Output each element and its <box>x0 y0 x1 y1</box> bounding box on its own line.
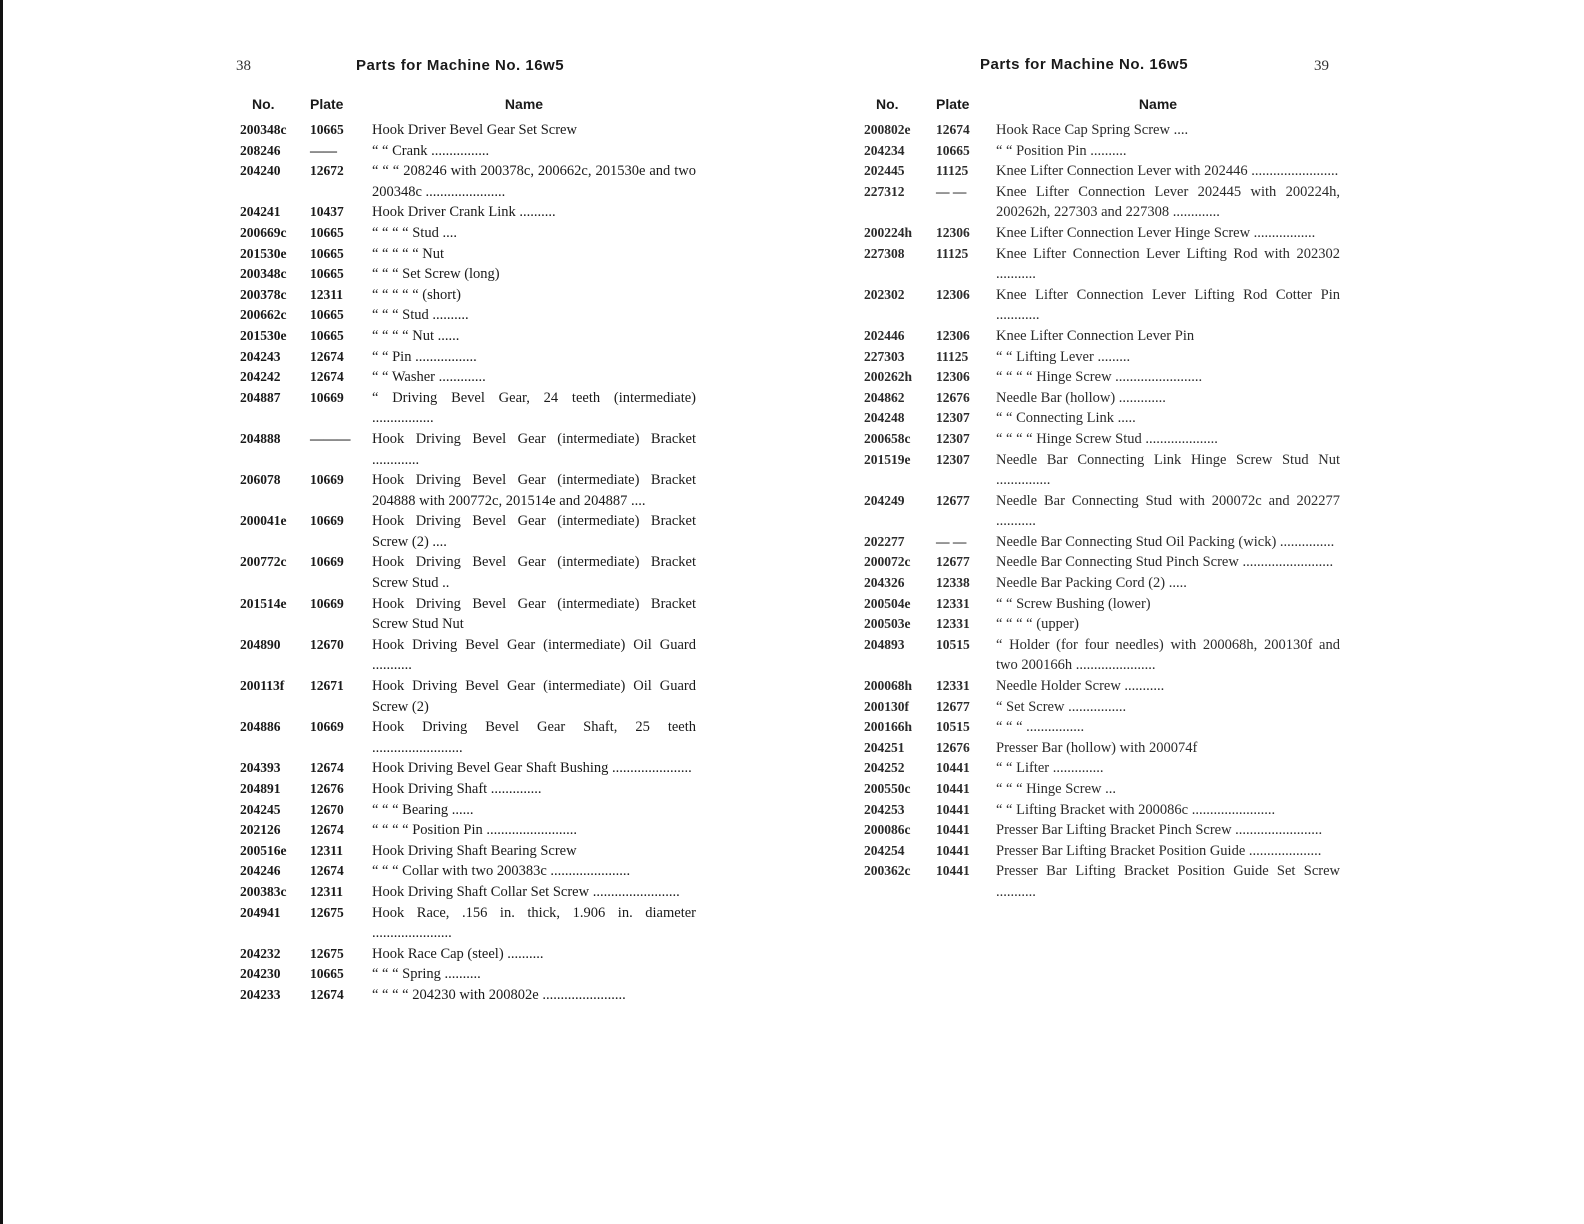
part-name: Presser Bar (hollow) with 200074f <box>996 739 1198 756</box>
header-name: Name <box>1138 96 1178 112</box>
table-row <box>236 202 696 223</box>
part-number: 204248 <box>864 410 905 426</box>
part-number: 227308 <box>864 245 905 261</box>
table-row <box>860 347 1340 368</box>
part-name: Hook Driver Crank Link .......... <box>372 204 556 221</box>
part-name: “ “ “ Collar with two 200383c ...................... <box>372 863 631 880</box>
plate-number: 12674 <box>310 986 344 1002</box>
part-number: 200503e <box>864 616 911 632</box>
part-name: “ “ “ Hinge Screw ... <box>996 781 1116 797</box>
part-name: “ “ “ “ “ (short) <box>372 286 461 303</box>
part-number: 200662c <box>240 307 287 323</box>
plate-number: 10441 <box>936 842 970 858</box>
plate-number: 11125 <box>936 348 969 364</box>
plate-number: 10669 <box>310 595 344 611</box>
part-name: Hook Race Cap (steel) .......... <box>372 945 544 962</box>
table-row <box>860 367 1340 388</box>
part-name: “ “ Pin ................. <box>372 348 477 365</box>
plate-number: 12307 <box>936 451 970 467</box>
part-name: “ “ “ “ Hinge Screw Stud .................... <box>996 430 1218 447</box>
part-number: 204245 <box>240 801 281 817</box>
part-name: Needle Bar Connecting Stud Oil Packing (wick) ............... <box>996 533 1335 550</box>
table-row <box>860 450 1340 491</box>
plate-number: 12311 <box>310 286 344 302</box>
part-name: Hook Race Cap Spring Screw .... <box>996 122 1189 138</box>
part-number: 204249 <box>864 492 905 508</box>
part-number: 200068h <box>864 678 913 694</box>
plate-number: 12676 <box>936 739 970 755</box>
plate-number: —— <box>310 142 337 158</box>
part-number: 202446 <box>864 327 905 343</box>
table-row <box>860 594 1340 615</box>
table-row <box>860 614 1340 635</box>
plate-number: 10665 <box>310 327 344 343</box>
part-number: 204326 <box>864 575 905 591</box>
part-name: “ “ “ Bearing ...... <box>372 801 474 818</box>
plate-number: 12307 <box>936 410 970 426</box>
plate-number: 10515 <box>936 636 970 652</box>
table-row <box>236 244 696 265</box>
part-number: 200348c <box>240 122 287 137</box>
part-name: “ “ Washer ............. <box>372 369 486 386</box>
plate-number: 10441 <box>936 781 970 796</box>
table-row <box>236 388 696 429</box>
table-row <box>860 388 1340 409</box>
part-number: 201514e <box>240 595 287 611</box>
table-row <box>236 594 696 635</box>
part-name: Hook Driving Bevel Gear Shaft Bushing ...................... <box>372 760 692 777</box>
part-name: “ “ Crank ................ <box>372 142 490 159</box>
part-number: 200262h <box>864 369 913 385</box>
table-row <box>236 264 696 285</box>
table-row <box>236 223 696 244</box>
table-row <box>860 800 1340 821</box>
left-parts-list <box>236 120 696 1006</box>
part-name: “ “ “ “ Hinge Screw ........................ <box>996 369 1203 386</box>
part-name: “ “ Lifting Lever ......... <box>996 348 1131 365</box>
left-page-number: 38 <box>236 58 251 74</box>
plate-number: 12670 <box>310 801 344 817</box>
part-name: “ Holder (for four needles) with 200068h, 200130f and two 200166h ...................... <box>996 636 1340 674</box>
table-row <box>860 532 1340 553</box>
part-name: Knee Lifter Connection Lever 202445 with 200224h, 200262h, 227303 and 227308 ............. <box>996 183 1340 221</box>
part-name: Needle Bar (hollow) ............. <box>996 389 1166 406</box>
part-number: 200516e <box>240 842 287 858</box>
part-name: “ “ Lifter .............. <box>996 760 1104 777</box>
plate-number: 10665 <box>310 245 344 261</box>
right-page-header <box>860 0 1340 100</box>
plate-number: 10665 <box>310 122 344 137</box>
part-name: “ “ “ “ “ Nut <box>372 245 445 262</box>
right-parts-list <box>860 120 1340 903</box>
table-row <box>236 717 696 758</box>
table-row <box>860 820 1340 841</box>
right-page-title: Parts for Machine No. 16w5 <box>980 56 1189 73</box>
part-number: 227312 <box>864 183 905 199</box>
part-name: Needle Bar Packing Cord (2) ..... <box>996 575 1187 592</box>
plate-number: 12676 <box>310 781 344 796</box>
part-number: 200658c <box>864 430 911 446</box>
plate-number: 10669 <box>310 389 344 405</box>
part-number: 204887 <box>240 389 281 405</box>
page-edge-line <box>0 0 3 1224</box>
table-row <box>860 161 1340 182</box>
plate-number: 11125 <box>936 163 969 179</box>
part-name: Hook Driver Bevel Gear Set Screw <box>372 122 577 138</box>
header-no: No. <box>876 96 899 112</box>
plate-number: — — <box>936 533 967 549</box>
part-name: Needle Bar Connecting Stud with 200072c and 202277 ........... <box>996 492 1340 530</box>
part-number: 200130f <box>864 698 909 714</box>
part-name: Presser Bar Lifting Bracket Pinch Screw ........................ <box>996 822 1323 839</box>
part-name: Knee Lifter Connection Lever Lifting Rod Cotter Pin ............ <box>996 286 1340 324</box>
part-number: 200362c <box>864 863 911 879</box>
table-row <box>860 738 1340 759</box>
part-number: 204393 <box>240 760 281 776</box>
table-row <box>236 944 696 965</box>
table-row <box>236 635 696 676</box>
plate-number: 10665 <box>310 307 344 323</box>
part-name: Hook Driving Bevel Gear Shaft, 25 teeth ......................... <box>372 719 696 756</box>
table-row <box>236 470 696 511</box>
table-row <box>236 820 696 841</box>
plate-number: 12674 <box>310 760 344 776</box>
part-number: 204941 <box>240 904 281 920</box>
part-number: 204240 <box>240 163 281 179</box>
part-number: 202277 <box>864 533 905 549</box>
part-number: 204243 <box>240 348 281 364</box>
part-name: “ “ “ ................ <box>996 719 1085 736</box>
part-name: Presser Bar Lifting Bracket Position Guide Set Screw ........... <box>996 863 1340 900</box>
table-row <box>860 635 1340 676</box>
plate-number: 12677 <box>936 492 970 508</box>
part-number: 200224h <box>864 224 913 240</box>
plate-number: 12674 <box>310 863 344 879</box>
table-row <box>860 861 1340 902</box>
part-name: “ “ Screw Bushing (lower) <box>996 595 1151 612</box>
table-row <box>236 120 696 141</box>
table-row <box>860 552 1340 573</box>
part-name: Hook Driving Bevel Gear (intermediate) Bracket ............. <box>372 430 696 468</box>
plate-number: 10665 <box>936 142 970 158</box>
plate-number: 12331 <box>936 678 970 694</box>
table-row <box>236 903 696 944</box>
table-row <box>860 697 1340 718</box>
part-name: “ “ “ “ 204230 with 200802e ....................... <box>372 986 626 1003</box>
table-row <box>236 800 696 821</box>
part-number: 202302 <box>864 286 905 302</box>
plate-number: ——— <box>310 430 351 446</box>
header-plate: Plate <box>310 96 344 112</box>
plate-number: 10669 <box>310 472 344 488</box>
part-name: Hook Driving Bevel Gear (intermediate) Oil Guard ........... <box>372 636 696 674</box>
part-number: 200041e <box>240 513 287 529</box>
table-row <box>236 882 696 903</box>
part-number: 204234 <box>864 142 905 158</box>
part-name: “ “ “ Stud .......... <box>372 307 469 324</box>
table-row <box>236 779 696 800</box>
table-row <box>860 408 1340 429</box>
plate-number: 12311 <box>310 842 344 858</box>
part-number: 201530e <box>240 245 287 261</box>
table-row <box>236 861 696 882</box>
part-name: Presser Bar Lifting Bracket Position Guide .................... <box>996 842 1322 859</box>
table-row <box>860 182 1340 223</box>
part-name: “ “ “ “ Nut ...... <box>372 327 460 344</box>
plate-number: 12677 <box>936 698 970 714</box>
plate-number: 10441 <box>936 801 970 817</box>
part-number: 200669c <box>240 224 287 240</box>
table-row <box>236 964 696 985</box>
part-number: 206078 <box>240 472 281 488</box>
part-number: 200072c <box>864 554 911 570</box>
plate-number: 10515 <box>936 719 970 735</box>
right-page-number: 39 <box>1314 58 1329 74</box>
plate-number: 10665 <box>310 266 344 282</box>
plate-number: 12675 <box>310 904 344 920</box>
table-row <box>236 161 696 202</box>
part-number: 204254 <box>864 842 905 858</box>
part-number: 200113f <box>240 678 285 694</box>
plate-number: 10665 <box>310 966 344 982</box>
part-name: “ Set Screw ................ <box>996 698 1127 715</box>
table-row <box>860 429 1340 450</box>
part-name: Hook Driving Bevel Gear (intermediate) Oil Guard Screw (2) <box>372 678 696 715</box>
part-name: Hook Race, .156 in. thick, 1.906 in. diameter ...................... <box>372 904 696 942</box>
part-name: “ “ “ “ Position Pin ......................... <box>372 822 578 839</box>
plate-number: 12331 <box>936 616 970 632</box>
table-row <box>236 429 696 470</box>
part-number: 204241 <box>240 204 281 220</box>
part-name: Needle Bar Connecting Link Hinge Screw Stud Nut ............... <box>996 451 1340 489</box>
table-row <box>860 758 1340 779</box>
plate-number: 12307 <box>936 430 970 446</box>
table-row <box>860 573 1340 594</box>
part-name: “ “ “ Spring .......... <box>372 966 481 983</box>
plate-number: 10669 <box>310 513 344 529</box>
plate-number: 10441 <box>936 760 970 776</box>
plate-number: 10669 <box>310 719 344 735</box>
part-name: Hook Driving Bevel Gear (intermediate) Bracket Screw Stud .. <box>372 554 696 592</box>
table-row <box>236 676 696 717</box>
part-number: 204242 <box>240 369 281 385</box>
plate-number: 12674 <box>310 822 344 838</box>
plate-number: 12306 <box>936 224 970 240</box>
part-name: “ “ “ “ Stud .... <box>372 224 457 241</box>
part-name: “ “ “ Set Screw (long) <box>372 266 500 283</box>
part-number: 204252 <box>864 760 905 776</box>
header-no: No. <box>252 96 275 112</box>
part-number: 208246 <box>240 142 281 158</box>
right-page <box>860 0 1340 903</box>
table-row <box>236 511 696 552</box>
part-number: 227303 <box>864 348 905 364</box>
table-row <box>860 120 1340 141</box>
plate-number: 12670 <box>310 636 344 652</box>
table-row <box>236 285 696 306</box>
table-row <box>860 326 1340 347</box>
plate-number: 12338 <box>936 575 970 591</box>
part-number: 204251 <box>864 739 905 755</box>
part-number: 200802e <box>864 122 911 137</box>
plate-number: 12331 <box>936 595 970 611</box>
table-row <box>236 367 696 388</box>
plate-number: 12674 <box>310 348 344 364</box>
plate-number: 12676 <box>936 389 970 405</box>
part-name: “ “ Position Pin .......... <box>996 142 1127 159</box>
part-number: 204233 <box>240 986 281 1002</box>
part-number: 204886 <box>240 719 281 735</box>
part-number: 200504e <box>864 595 911 611</box>
table-row <box>860 223 1340 244</box>
table-row <box>236 841 696 862</box>
table-row <box>860 841 1340 862</box>
part-number: 200383c <box>240 883 287 899</box>
part-name: Needle Holder Screw ........... <box>996 678 1165 695</box>
part-number: 204230 <box>240 966 281 982</box>
table-row <box>860 244 1340 285</box>
part-number: 200378c <box>240 286 287 302</box>
part-name: “ “ “ “ (upper) <box>996 616 1079 633</box>
plate-number: 10441 <box>936 863 970 879</box>
part-name: Hook Driving Bevel Gear (intermediate) Bracket Screw Stud Nut <box>372 595 696 633</box>
plate-number: 12306 <box>936 286 970 302</box>
part-number: 200772c <box>240 554 287 570</box>
table-row <box>236 758 696 779</box>
part-number: 204246 <box>240 863 281 879</box>
part-number: 204253 <box>864 801 905 817</box>
plate-number: 12674 <box>310 369 344 385</box>
header-name: Name <box>504 96 544 112</box>
header-plate: Plate <box>936 96 970 112</box>
plate-number: 12675 <box>310 945 344 961</box>
part-name: Knee Lifter Connection Lever Hinge Screw ................. <box>996 224 1316 241</box>
plate-number: 11125 <box>936 245 969 261</box>
part-number: 202126 <box>240 822 281 838</box>
part-name: “ “ Connecting Link ..... <box>996 410 1136 427</box>
left-page-header <box>236 0 696 100</box>
part-name: Hook Driving Shaft .............. <box>372 781 542 797</box>
part-name: “ “ Lifting Bracket with 200086c ....................... <box>996 801 1276 818</box>
table-row <box>236 326 696 347</box>
part-name: Hook Driving Bevel Gear (intermediate) Bracket Screw (2) .... <box>372 513 696 550</box>
part-name: Knee Lifter Connection Lever Lifting Rod with 202302 ........... <box>996 245 1340 283</box>
part-name: “ “ “ 208246 with 200378c, 200662c, 201530e and two 200348c ...................... <box>372 163 696 200</box>
part-number: 204890 <box>240 636 281 652</box>
plate-number: 12306 <box>936 327 970 343</box>
part-name: Needle Bar Connecting Stud Pinch Screw ......................... <box>996 554 1334 571</box>
plate-number: 12306 <box>936 369 970 385</box>
part-number: 200550c <box>864 781 911 796</box>
part-number: 200166h <box>864 719 913 735</box>
plate-number: 10441 <box>936 822 970 838</box>
part-number: 200086c <box>864 822 911 838</box>
part-name: “ Driving Bevel Gear, 24 teeth (intermediate) ................. <box>372 389 696 427</box>
part-number: 202445 <box>864 163 905 179</box>
part-number: 204862 <box>864 389 905 405</box>
part-name: Hook Driving Shaft Bearing Screw <box>372 842 577 859</box>
table-row <box>236 305 696 326</box>
table-row <box>236 347 696 368</box>
part-number: 204232 <box>240 945 281 961</box>
part-name: Knee Lifter Connection Lever Pin <box>996 327 1195 344</box>
part-number: 204888 <box>240 430 281 446</box>
part-name: Hook Driving Shaft Collar Set Screw ........................ <box>372 883 680 900</box>
table-row <box>860 717 1340 738</box>
left-page <box>236 0 696 1006</box>
table-row <box>860 491 1340 532</box>
plate-number: 12672 <box>310 163 344 179</box>
part-name: Knee Lifter Connection Lever with 202446 ........................ <box>996 163 1339 180</box>
part-number: 200348c <box>240 266 287 282</box>
table-row <box>236 552 696 593</box>
plate-number: 10437 <box>310 204 344 220</box>
plate-number: 12671 <box>310 678 344 694</box>
plate-number: 12677 <box>936 554 970 570</box>
part-number: 204893 <box>864 636 905 652</box>
plate-number: 10665 <box>310 224 344 240</box>
left-page-title: Parts for Machine No. 16w5 <box>356 57 565 74</box>
table-row <box>860 285 1340 326</box>
plate-number: 10669 <box>310 554 344 570</box>
table-row <box>236 141 696 162</box>
plate-number: — — <box>936 183 967 199</box>
part-number: 201530e <box>240 327 287 343</box>
part-name: Hook Driving Bevel Gear (intermediate) Bracket 204888 with 200772c, 201514e and 204887 .... <box>372 472 696 509</box>
table-row <box>860 676 1340 697</box>
table-row <box>236 985 696 1006</box>
part-number: 201519e <box>864 451 911 467</box>
plate-number: 12311 <box>310 883 344 899</box>
part-number: 204891 <box>240 781 281 796</box>
plate-number: 12674 <box>936 122 970 137</box>
table-row <box>860 779 1340 800</box>
table-row <box>860 141 1340 162</box>
